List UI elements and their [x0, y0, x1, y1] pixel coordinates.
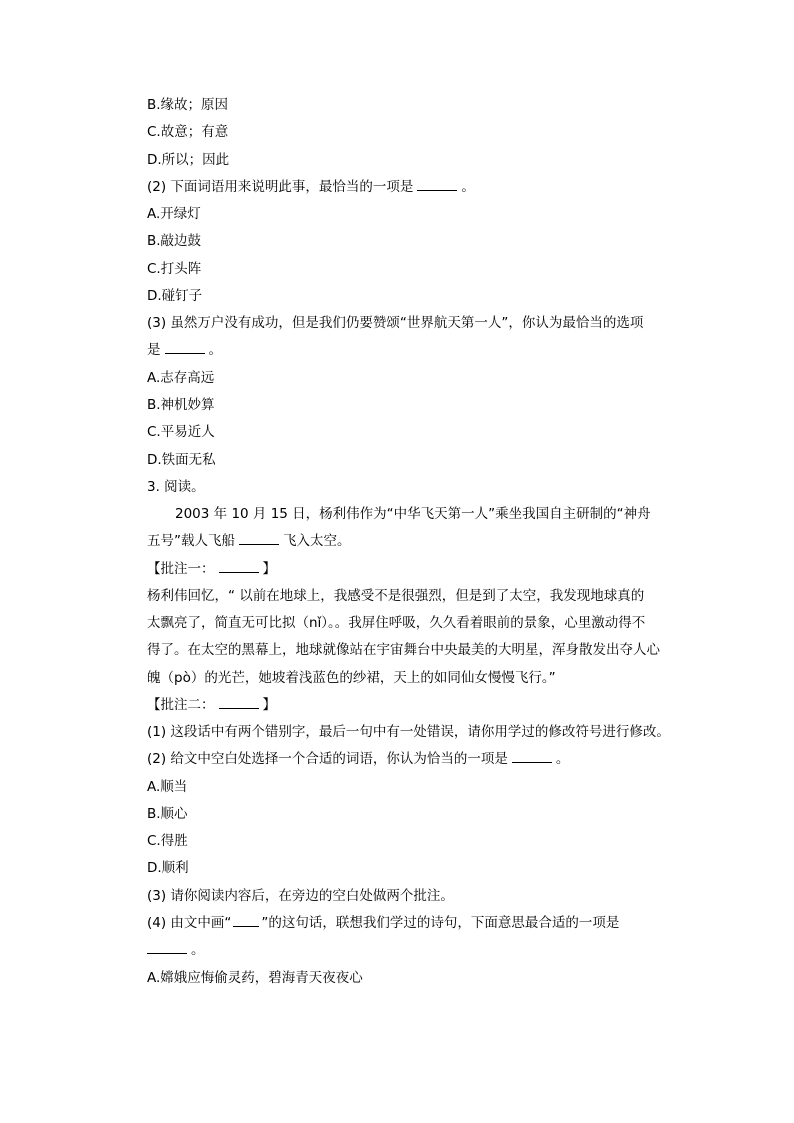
- answer-blank: [147, 940, 187, 954]
- annotation-2-close: 】: [262, 697, 276, 713]
- sub-question-2-end: 。: [555, 751, 570, 767]
- question-2-stem: [147, 177, 475, 197]
- answer-blank: [417, 177, 457, 191]
- option-b: B.神机妙算: [147, 397, 215, 413]
- option-a: A.嫦娥应悔偷灵药，碧海青天夜夜心: [147, 970, 363, 986]
- option-a: A.开绿灯: [147, 206, 201, 222]
- passage-text: 飞入太空。: [283, 533, 351, 549]
- sub-question-4-end: 。: [191, 942, 205, 958]
- passage-line: 杨利伟回忆，“ 以前在地球上，我感受不是很强烈，但是到了太空，我发现地球真的: [147, 588, 645, 604]
- option-a: A.顺当: [147, 779, 188, 795]
- passage-line: 太飘亮了，简直无可比拟（nǐ）。。我屏住呼吸，久久看着眼前的景象，心里激动得不: [147, 615, 646, 631]
- option-d: D.顺利: [147, 860, 189, 876]
- passage-line: 2003 年 10 月 15 日，杨利伟作为“中华飞天第一人”乘坐我国自主研制的“神舟: [175, 506, 651, 522]
- question-3-stem-line1: (3) 虽然万户没有成功，但是我们仍要赞颂“世界航天第一人”，你认为最恰当的选项: [147, 315, 644, 331]
- question-2-text: (2) 下面词语用来说明此事，最恰当的一项是: [147, 179, 414, 195]
- sub-question-2-text: (2) 给文中空白处选择一个合适的词语，你认为恰当的一项是: [147, 751, 508, 767]
- question-3-text: 是: [147, 342, 161, 358]
- sub-question-1: (1) 这段话中有两个错别字，最后一句中有一处错误，请你用学过的修改符号进行修改。: [147, 724, 670, 740]
- passage-text: 五号”载人飞船: [147, 533, 235, 549]
- section-3-heading: 3. 阅读。: [147, 479, 205, 495]
- question-3-end: 。: [208, 342, 222, 358]
- sub-question-4-text-cont: ”的这句话，联想我们学过的诗句，下面意思最合适的一项是: [261, 915, 620, 931]
- passage-line: 魄（pò）的光芒，她坡着浅蓝色的纱裙，天上的如同仙女慢慢飞行。”: [147, 670, 556, 686]
- option-d: D.所以；因此: [147, 152, 230, 168]
- answer-blank: [239, 531, 279, 545]
- annotation-1-close: 】: [262, 561, 276, 577]
- sub-question-4-line2: [147, 940, 205, 960]
- sub-question-2: [147, 749, 569, 769]
- annotation-1: [147, 559, 276, 579]
- sub-question-3: (3) 请你阅读内容后，在旁边的空白处做两个批注。: [147, 888, 454, 904]
- option-a: A.志存高远: [147, 370, 215, 386]
- passage-line: [147, 531, 351, 551]
- option-d: D.铁面无私: [147, 452, 216, 468]
- option-d: D.碰钉子: [147, 288, 203, 304]
- option-b: B.敲边鼓: [147, 233, 202, 249]
- quote-blank: [233, 913, 259, 927]
- annotation-2-label: 【批注二：: [147, 697, 215, 713]
- annotation-1-label: 【批注一：: [147, 561, 215, 577]
- option-c: C.得胜: [147, 833, 188, 849]
- sub-question-4: [147, 913, 619, 933]
- option-b: B.顺心: [147, 806, 188, 822]
- sub-question-4-text: (4) 由文中画“: [147, 915, 232, 931]
- option-b: B.缘故；原因: [147, 97, 229, 113]
- annotation-2: [147, 695, 276, 715]
- question-2-end: 。: [461, 179, 475, 195]
- annotation-blank: [219, 559, 259, 573]
- answer-blank: [165, 340, 205, 354]
- question-3-stem-line2: [147, 340, 222, 360]
- option-c: C.平易近人: [147, 424, 215, 440]
- passage-line: 得了。在太空的黑幕上，地球就像站在宇宙舞台中央最美的大明星，浑身散发出夺人心: [147, 642, 660, 658]
- annotation-blank: [219, 695, 259, 709]
- option-c: C.故意；有意: [147, 124, 229, 140]
- option-c: C.打头阵: [147, 261, 202, 277]
- answer-blank: [512, 749, 552, 763]
